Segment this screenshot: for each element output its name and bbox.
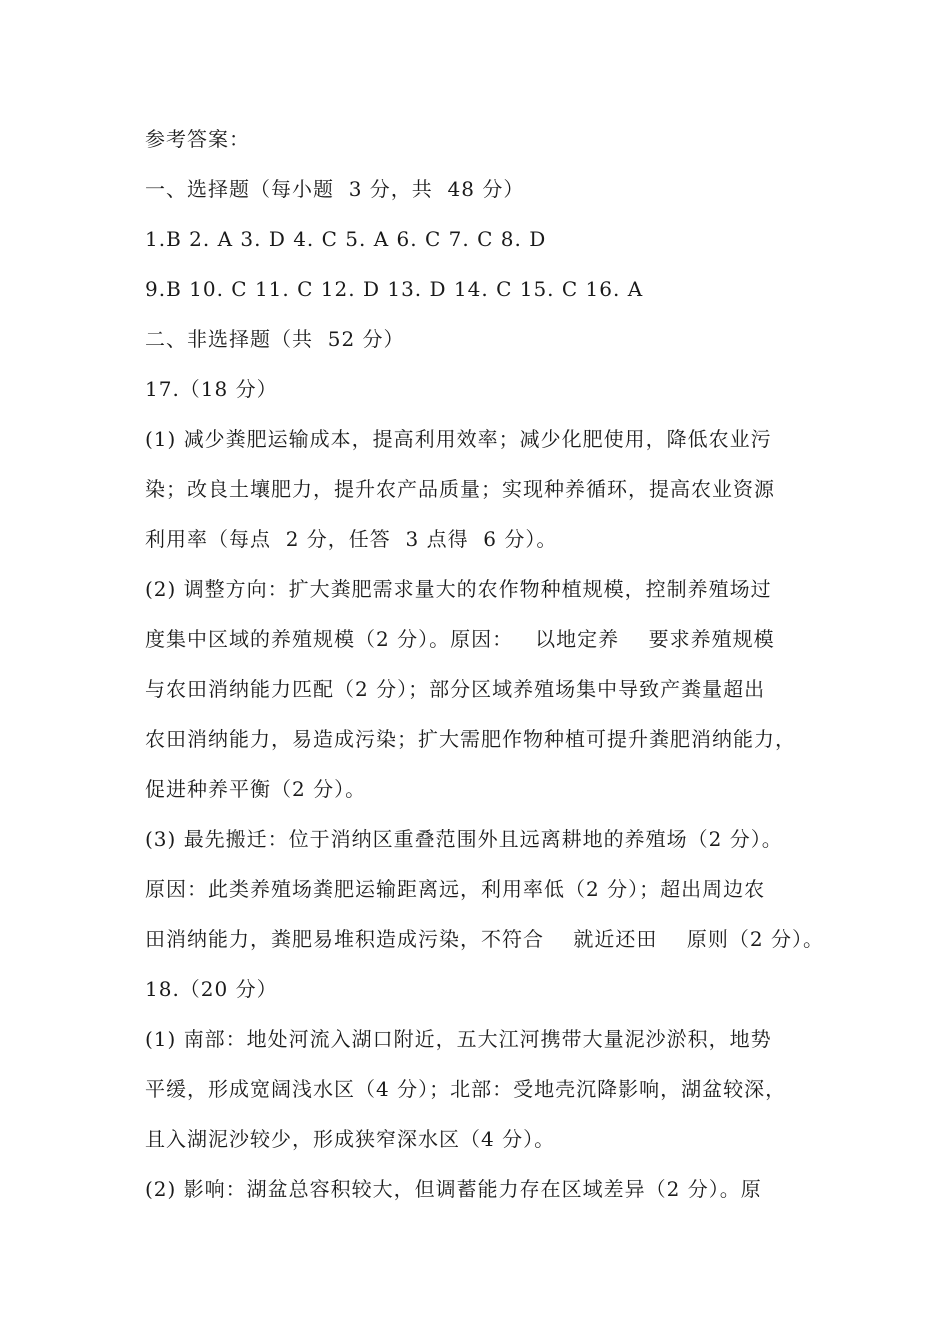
answer-title: 参考答案： (145, 127, 250, 151)
section-heading: 一、选择题（每小题 3 分，共 48 分） (145, 177, 525, 201)
answer-line: 农田消纳能力，易造成污染；扩大需肥作物种植可提升粪肥消纳能力， (145, 727, 796, 751)
answer-line: 度集中区域的养殖规模（2 分）。原因： 以地定养 要求养殖规模 (145, 627, 775, 651)
section-heading: 二、非选择题（共 52 分） (145, 327, 405, 351)
question-heading: 18.（20 分） (145, 977, 278, 1001)
answer-line: 平缓，形成宽阔浅水区（4 分）；北部：受地壳沉降影响，湖盆较深， (145, 1077, 787, 1101)
answer-line: (2) 影响：湖盆总容积较大，但调蓄能力存在区域差异（2 分）。原 (145, 1177, 762, 1201)
answer-line: 田消纳能力，粪肥易堆积造成污染，不符合 就近还田 原则（2 分）。 (145, 927, 824, 951)
answer-line: 原因：此类养殖场粪肥运输距离远，利用率低（2 分）；超出周边农 (145, 877, 766, 901)
question-heading: 17.（18 分） (145, 377, 278, 401)
answer-line: (2) 调整方向：扩大粪肥需求量大的农作物种植规模，控制养殖场过 (145, 577, 772, 601)
answer-line: 促进种养平衡（2 分）。 (145, 777, 367, 801)
answer-line: (1) 减少粪肥运输成本，提高利用效率；减少化肥使用，降低农业污 (145, 427, 772, 451)
answer-line: (1) 南部：地处河流入湖口附近，五大江河携带大量泥沙淤积，地势 (145, 1027, 772, 1051)
answer-line: 染；改良土壤肥力，提升农产品质量；实现种养循环，提高农业资源 (145, 477, 775, 501)
answer-line: (3) 最先搬迁：位于消纳区重叠范围外且远离耕地的养殖场（2 分）。 (145, 827, 783, 851)
answer-line: 且入湖泥沙较少，形成狭窄深水区（4 分）。 (145, 1127, 556, 1151)
answer-line: 与农田消纳能力匹配（2 分）；部分区域养殖场集中导致产粪量超出 (145, 677, 766, 701)
answer-line: 1.B 2. A 3. D 4. C 5. A 6. C 7. C 8. D (145, 227, 547, 251)
answer-line: 利用率（每点 2 分，任答 3 点得 6 分）。 (145, 527, 558, 551)
answer-line: 9.B 10. C 11. C 12. D 13. D 14. C 15. C 16. A (145, 277, 644, 301)
